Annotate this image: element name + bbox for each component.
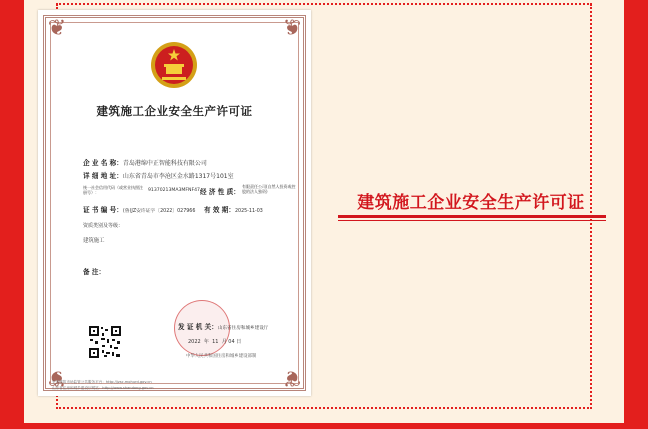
legal-label: 统一社会信用代码（或营业执照注册号）： (83, 185, 143, 195)
legal-value: 91370213MA3MFNF47 (148, 188, 200, 193)
issuer-row (178, 321, 268, 331)
company-row (83, 157, 207, 167)
title-underline (338, 215, 606, 218)
company-value: 青岛港绵中正智能科技有限公司 (122, 160, 207, 167)
validity-row (204, 204, 263, 214)
dotted-border-top (56, 3, 592, 5)
certificate-image (38, 10, 311, 396)
remarks-row (83, 266, 105, 276)
footer-line-1: 全国建筑市场监管公共服务平台：http://jzsc.mohurd.gov.cn (52, 380, 152, 384)
company-label: 企 业 名 称： (83, 159, 123, 167)
ministry-text: 中华人民共和国住房和城乡建设部制 (186, 354, 257, 359)
issuer-value: 山东省住房和城乡建设厅 (217, 326, 269, 331)
validity-value: 2025-11-03 (234, 209, 263, 214)
issue-date: 2022 年 11 月 04 日 (188, 339, 242, 345)
number-label: 证 书 编 号： (83, 206, 123, 214)
corner-ornament-icon: ❦ (282, 365, 302, 390)
issuer-label: 发 证 机 关： (178, 323, 218, 331)
footer-line-2: 山东省住房和城乡建设厅网站：http://www.shandong.gov.cn (52, 386, 154, 390)
address-value: 山东省青岛市李沧区金水路1317号101室 (122, 173, 234, 180)
scope-value: 建筑施工 (83, 238, 105, 244)
dotted-border-bottom (56, 407, 592, 409)
economy-value: 有限责任公司(自然人投资或控股的法人独资) (242, 184, 296, 194)
corner-ornament-icon: ❦ (47, 16, 67, 41)
certificate-title: 建筑施工企业安全生产许可证 (96, 104, 253, 118)
number-value: (鲁)JZ安许证字〔2022〕027966 (122, 209, 196, 214)
national-emblem-icon (149, 40, 199, 90)
validity-label: 有 效 期： (204, 206, 235, 214)
bottom-red-strip (0, 423, 648, 429)
page-title: 建筑施工企业安全生产许可证 (357, 193, 585, 213)
economy-label: 经 济 性 质： (200, 188, 240, 196)
qr-code-icon (88, 325, 122, 359)
number-row (83, 204, 195, 214)
corner-ornament-icon: ❦ (282, 16, 302, 41)
corner-ornament-icon: ❦ (47, 365, 67, 390)
title-underline-thin (338, 220, 606, 221)
remarks-label: 备 注： (83, 268, 106, 276)
address-row (83, 170, 234, 180)
scope-label: 资质类别及等级： (83, 223, 124, 229)
address-label: 详 细 地 址： (83, 172, 123, 180)
